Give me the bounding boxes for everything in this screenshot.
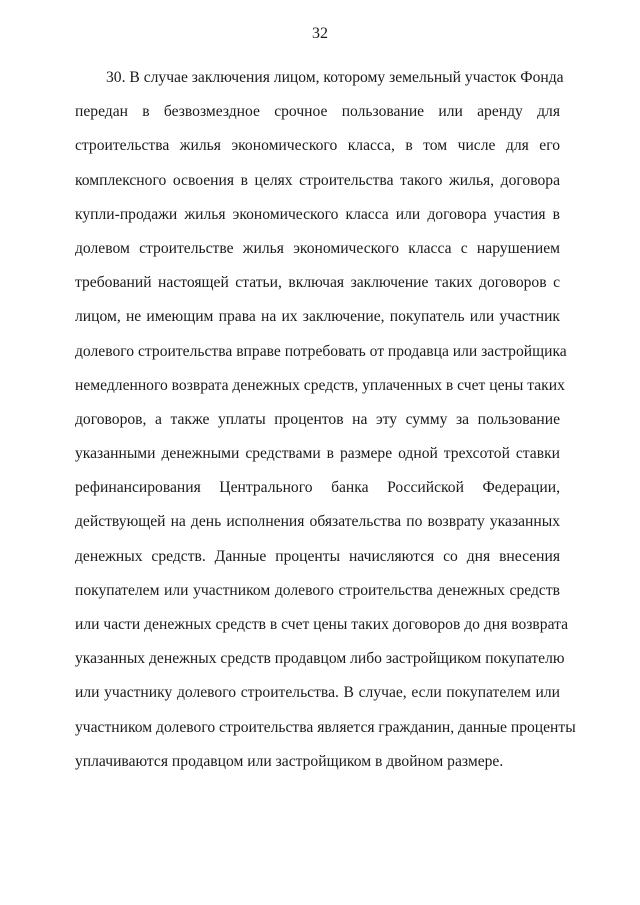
paragraph-line: долевого строительства вправе потребовать от продавца или застройщика — [75, 342, 567, 360]
paragraph-line: указанными денежными средствами в размере одной трехсотой ставки — [75, 445, 560, 463]
paragraph-line: строительства жилья экономического класса, в том числе для его — [75, 137, 560, 155]
paragraph-line: передан в безвозмездное срочное пользование или аренду для — [75, 103, 560, 121]
paragraph-line: комплексного освоения в целях строительства такого жилья, договора — [75, 171, 560, 189]
paragraph-line: участником долевого строительства является гражданин, данные проценты — [75, 718, 576, 736]
article-paragraph — [75, 61, 576, 779]
paragraph-line: или части денежных средств в счет цены таких договоров до дня возврата — [75, 616, 569, 633]
paragraph-line: денежных средств. Данные проценты начисляются со дня внесения — [75, 547, 560, 565]
paragraph-line: рефинансирования Центрального банка Российской Федерации, — [75, 479, 560, 497]
paragraph-line: долевом строительстве жилья экономического класса с нарушением — [75, 239, 560, 257]
paragraph-line: покупателем или участником долевого строительства денежных средств — [75, 581, 560, 599]
paragraph-line: действующей на день исполнения обязательства по возврату указанных — [75, 513, 560, 531]
paragraph-line: купли-продажи жилья экономического класса или договора участия в — [75, 205, 560, 223]
paragraph-line: указанных денежных средств продавцом либо застройщиком покупателю — [75, 650, 565, 668]
paragraph-line: немедленного возврата денежных средств, уплаченных в счет цены таких — [75, 376, 565, 394]
paragraph-line: договоров, а также уплаты процентов на эту сумму за пользование — [75, 410, 560, 428]
paragraph-line: 30. В случае заключения лицом, которому земельный участок Фонда — [106, 69, 564, 86]
paragraph-line: уплачиваются продавцом или застройщиком в двойном размере. — [75, 752, 504, 770]
page-number: 32 — [312, 25, 328, 42]
paragraph-line: требований настоящей статьи, включая заключение таких договоров с — [75, 274, 560, 292]
paragraph-line: лицом, не имеющим права на их заключение, покупатель или участник — [75, 308, 560, 326]
paragraph-line: или участнику долевого строительства. В случае, если покупателем или — [75, 684, 560, 702]
